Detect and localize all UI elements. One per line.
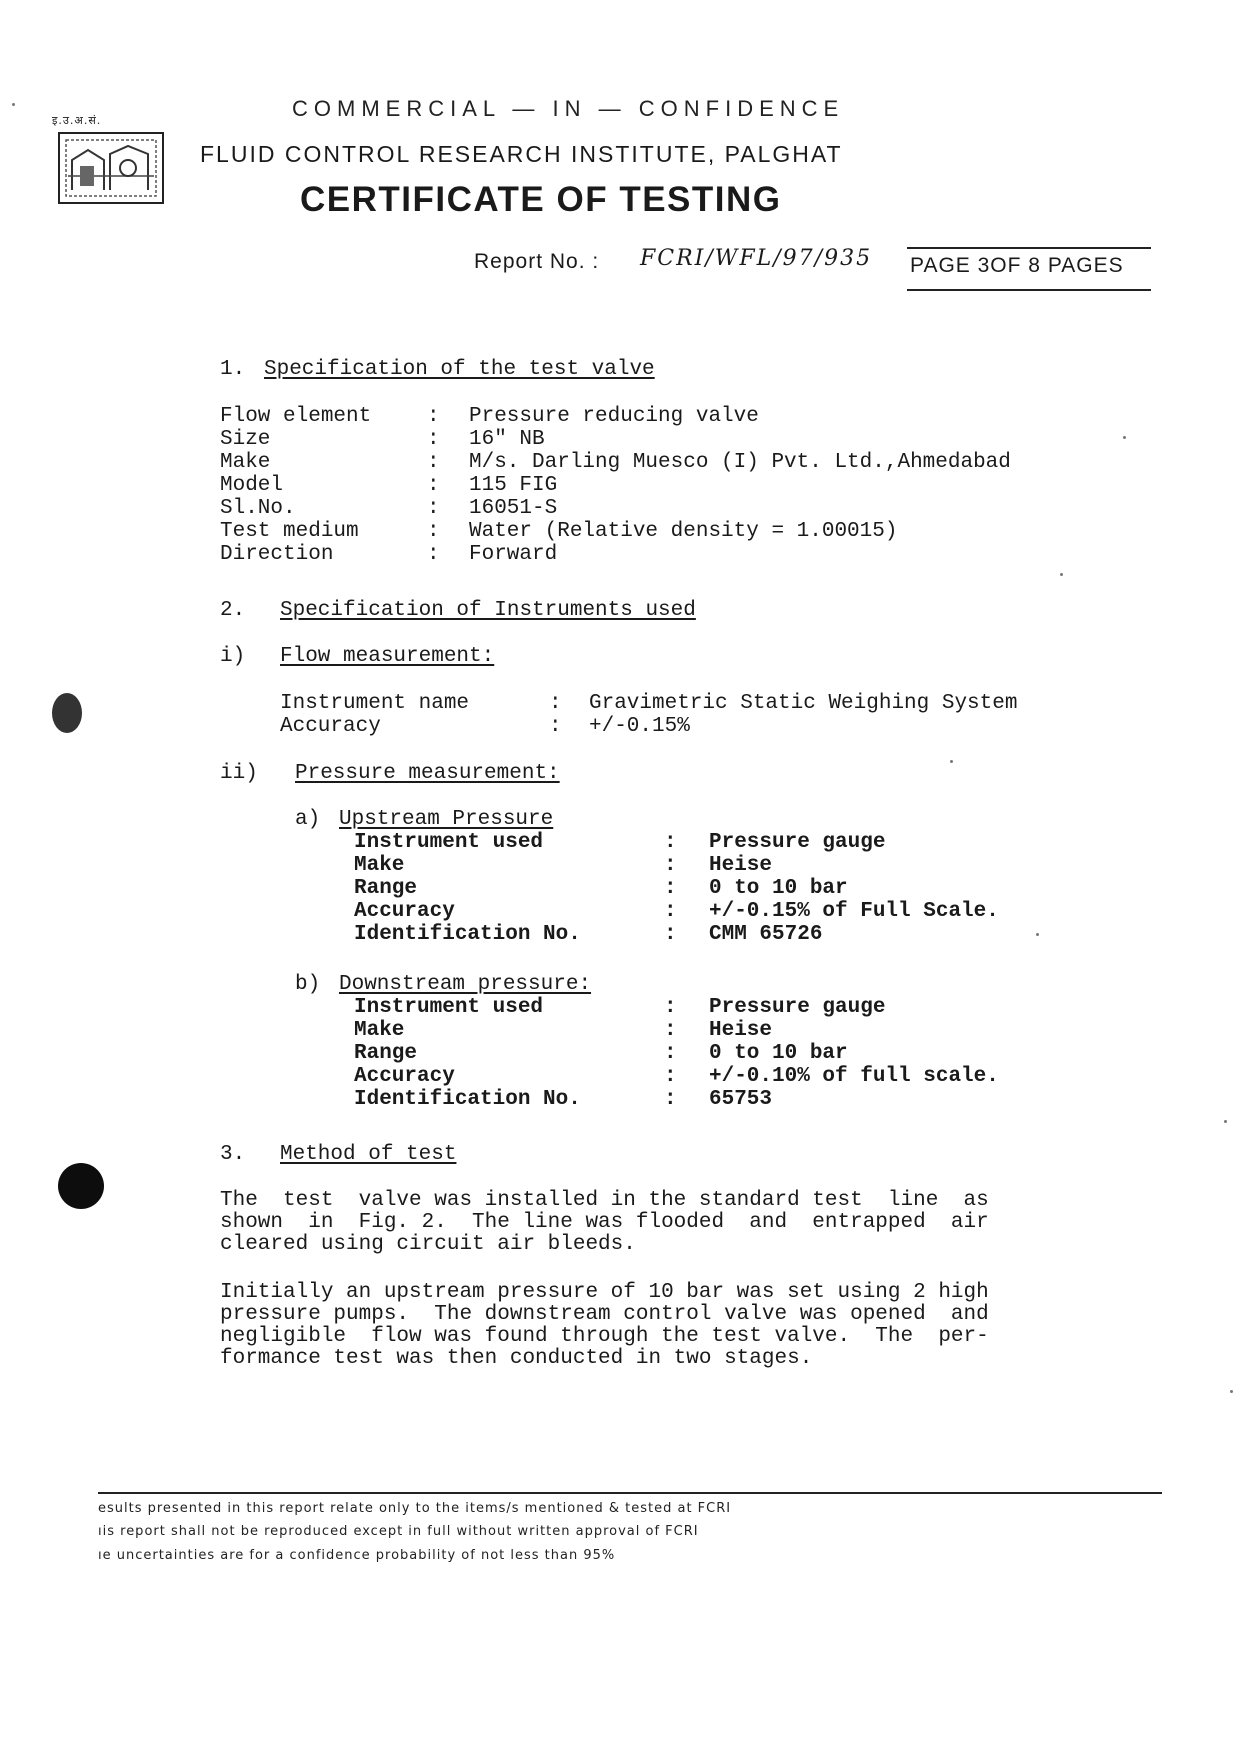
spec-value: CMM 65726 [709,923,823,946]
item-heading: Downstream pressure: [339,973,592,996]
spec-colon: : [664,831,677,854]
spec-colon: : [664,923,677,946]
item-number: b) [295,973,321,996]
spec-label: Identification No. [354,923,581,946]
spec-colon: : [427,520,440,543]
certificate-title: CERTIFICATE OF TESTING [300,180,782,219]
spec-label: Direction [220,543,334,566]
section-number: 2. [220,599,246,622]
section-heading: Specification of the test valve [264,358,655,381]
spec-label: Test medium [220,520,359,543]
paragraph-line: formance test was then conducted in two stages. [220,1347,813,1370]
spec-label: Instrument used [354,996,544,1019]
spec-value: 16" NB [469,428,545,451]
spec-colon: : [664,996,677,1019]
scan-speck [1036,933,1039,936]
footer-divider [98,1492,1162,1494]
spec-label: Range [354,1042,418,1065]
spec-label: Make [354,854,405,877]
spec-colon: : [664,1065,677,1088]
scan-speck [1060,573,1063,576]
section-heading: Method of test [280,1143,457,1166]
spec-colon: : [549,692,562,715]
spec-value: 0 to 10 bar [709,877,848,900]
spec-colon: : [427,405,440,428]
spec-value: Gravimetric Static Weighing System [589,692,1018,715]
spec-label: Sl.No. [220,497,296,520]
spec-colon: : [427,474,440,497]
paragraph-line: Initially an upstream pressure of 10 bar was set using 2 high [220,1281,989,1304]
spec-label: Identification No. [354,1088,581,1111]
spec-label: Accuracy [354,1065,455,1088]
report-number: FCRI/WFL/97/935 [640,246,873,271]
punch-hole-icon [58,1163,104,1209]
spec-value: Forward [469,543,558,566]
spec-colon: : [664,877,677,900]
spec-colon: : [664,900,677,923]
section-number: 1. [220,358,246,381]
emblem-icon [58,132,164,204]
spec-value: +/-0.10% of full scale. [709,1065,999,1088]
scan-speck [12,103,15,106]
spec-colon: : [664,1042,677,1065]
institute-name: FLUID CONTROL RESEARCH INSTITUTE, PALGHAT [200,141,843,167]
spec-value: Pressure gauge [709,831,886,854]
spec-label: Range [354,877,418,900]
subsection-number: ii) [220,762,258,785]
spec-label: Make [220,451,271,474]
punch-hole-icon [52,693,82,733]
footer-disclaimer-2: ıis report shall not be reproduced except in full without written approval of FCRI [98,1524,699,1539]
scan-speck [950,760,953,763]
logo-text: इ.उ.अ.सं. [52,114,102,127]
footer-disclaimer-3: ıe uncertainties are for a confidence probability of not less than 95% [98,1548,616,1563]
report-number-label: Report No. : [474,250,600,273]
spec-value: Water (Relative density = 1.00015) [469,520,898,543]
item-number: a) [295,808,321,831]
subsection-heading: Pressure measurement: [295,762,560,785]
confidentiality-banner: COMMERCIAL — IN — CONFIDENCE [292,96,845,121]
spec-value: +/-0.15% of Full Scale. [709,900,999,923]
spec-colon: : [427,543,440,566]
spec-value: 16051-S [469,497,558,520]
spec-label: Accuracy [280,715,381,738]
spec-value: 65753 [709,1088,773,1111]
page-indicator: PAGE 3OF 8 PAGES [910,254,1124,277]
spec-label: Flow element [220,405,372,428]
section-heading: Specification of Instruments used [280,599,696,622]
spec-colon: : [427,451,440,474]
spec-label: Instrument name [280,692,470,715]
scan-speck [1224,1120,1227,1123]
spec-colon: : [664,1019,677,1042]
footer-disclaimer-1: esults presented in this report relate only to the items/s mentioned & tested at FCRI [98,1501,732,1516]
spec-value: Pressure gauge [709,996,886,1019]
spec-label: Model [220,474,284,497]
spec-value: 0 to 10 bar [709,1042,848,1065]
subsection-number: i) [220,645,246,668]
paragraph-line: The test valve was installed in the standard test line as [220,1189,989,1212]
spec-value: M/s. Darling Muesco (I) Pvt. Ltd.,Ahmedabad [469,451,1011,474]
section-number: 3. [220,1143,246,1166]
spec-value: +/-0.15% [589,715,690,738]
spec-label: Instrument used [354,831,544,854]
spec-value: Pressure reducing valve [469,405,759,428]
spec-label: Accuracy [354,900,455,923]
item-heading: Upstream Pressure [339,808,554,831]
paragraph-line: negligible flow was found through the test valve. The per- [220,1325,989,1348]
scan-speck [1123,436,1126,439]
spec-value: Heise [709,854,773,877]
spec-colon: : [427,497,440,520]
paragraph-line: shown in Fig. 2. The line was flooded and entrapped air [220,1211,989,1234]
paragraph-line: cleared using circuit air bleeds. [220,1233,636,1256]
spec-colon: : [549,715,562,738]
spec-label: Make [354,1019,405,1042]
spec-colon: : [664,1088,677,1111]
subsection-heading: Flow measurement: [280,645,495,668]
scan-speck [1230,1390,1233,1393]
spec-value: 115 FIG [469,474,558,497]
spec-value: Heise [709,1019,773,1042]
spec-label: Size [220,428,271,451]
paragraph-line: pressure pumps. The downstream control valve was opened and [220,1303,989,1326]
spec-colon: : [664,854,677,877]
spec-colon: : [427,428,440,451]
